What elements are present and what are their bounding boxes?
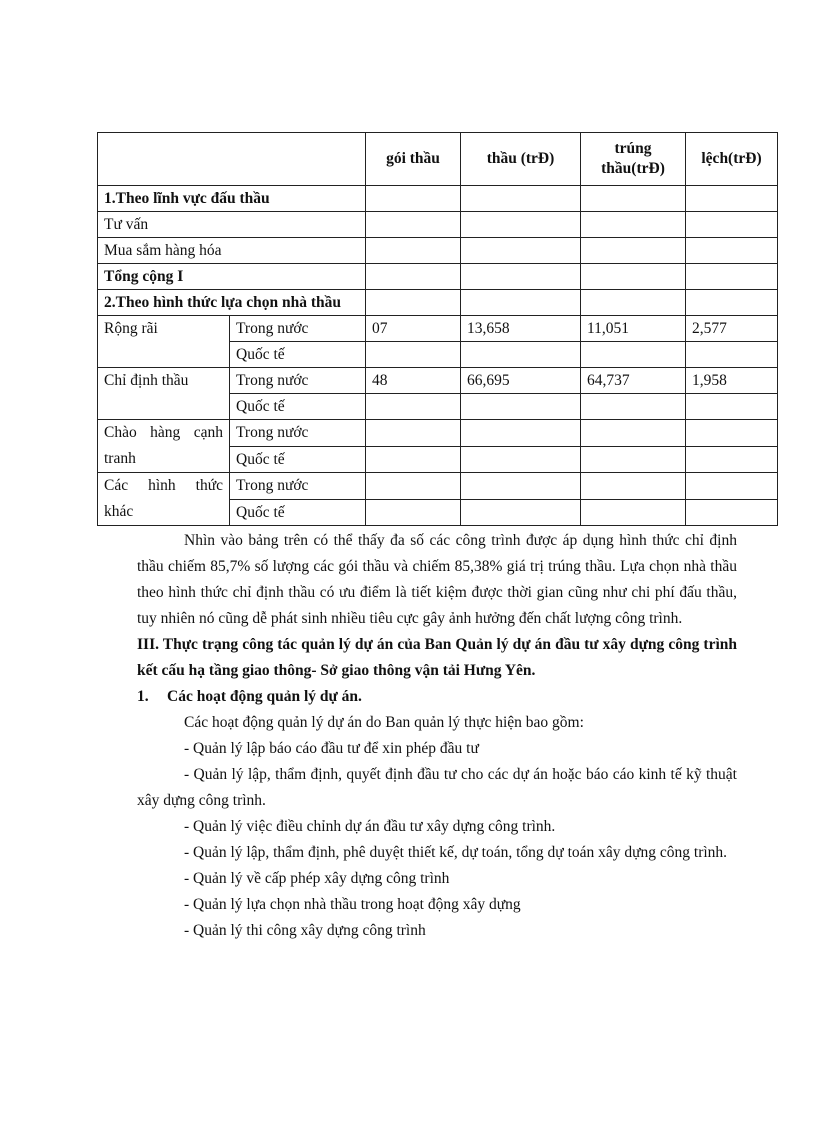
sub-label: Trong nước — [230, 473, 366, 500]
row-label: Tư vấn — [98, 212, 366, 238]
section-title: 2.Theo hình thức lựa chọn nhà thầu — [98, 290, 366, 316]
table-header-row — [98, 133, 778, 186]
list-item: - Quản lý lựa chọn nhà thầu trong hoạt động xây dựng — [184, 896, 521, 913]
bidding-summary-table — [97, 132, 778, 526]
table-row — [98, 186, 778, 212]
analysis-paragraph: Nhìn vào bảng trên có thể thấy đa số các công trình được áp dụng hình thức chỉ định thầu chiếm 85,7% số lượng các gói thầu và chiếm 85,38% giá trị trúng thầu. Lựa chọn nhà thầu theo hình thức chỉ định thầu có ưu điểm là tiết kiệm được thời gian cũng như chi phí đấu thầu, tuy nhiên nó cũng dễ phát sinh nhiều tiêu cực gây ảnh hưởng đến chất lượng công trình. — [137, 532, 737, 627]
header-cell-difference: lệch(trĐ) — [686, 133, 778, 186]
cell-packages: 48 — [366, 368, 461, 394]
list-item: - Quản lý lập, thẩm định, quyết định đầu tư cho các dự án hoặc báo cáo kinh tế kỹ thuật xây dựng công trình. — [137, 766, 737, 809]
cell-bid-value: 66,695 — [461, 368, 581, 394]
table-row — [98, 212, 778, 238]
list-item: - Quản lý lập, thẩm định, phê duyệt thiết kế, dự toán, tổng dự toán xây dựng công trình. — [184, 844, 728, 861]
table-row — [98, 290, 778, 316]
sub-label: Quốc tế — [230, 446, 366, 473]
cell-winning-value: 11,051 — [581, 316, 686, 342]
cell-packages: 07 — [366, 316, 461, 342]
group-label-line1: Chào hàng cạnh — [104, 424, 223, 441]
section-heading-iii: III. Thực trạng công tác quản lý dự án của Ban Quản lý dự án đầu tư xây dựng công trình kết cấu hạ tầng giao thông- Sở giao thông vận tải Hưng Yên. — [137, 636, 737, 679]
subsection-title: Các hoạt động quản lý dự án. — [167, 688, 362, 705]
group-label — [98, 473, 230, 526]
sub-label: Quốc tế — [230, 342, 366, 368]
subsection-number: 1. — [137, 688, 149, 705]
group-label: Rộng rãi — [98, 316, 230, 368]
cell-bid-value: 13,658 — [461, 316, 581, 342]
header-cell-bid-value: thầu (trĐ) — [461, 133, 581, 186]
list-item: - Quản lý về cấp phép xây dựng công trình — [184, 870, 450, 887]
group-label — [98, 420, 230, 473]
table-row — [98, 368, 778, 394]
cell-winning-value: 64,737 — [581, 368, 686, 394]
group-label: Chỉ định thầu — [98, 368, 230, 420]
header-cell-winning-value: trúng thầu(trĐ) — [581, 133, 686, 186]
group-label-line2: khác — [104, 503, 134, 520]
list-item: - Quản lý lập báo cáo đầu tư để xin phép đầu tư — [184, 740, 479, 757]
sub-label: Trong nước — [230, 368, 366, 394]
subsection-heading-1 — [137, 684, 737, 710]
table-row — [98, 316, 778, 342]
table-row — [98, 238, 778, 264]
intro-line: Các hoạt động quản lý dự án do Ban quản lý thực hiện bao gồm: — [184, 714, 584, 731]
row-label: Mua sắm hàng hóa — [98, 238, 366, 264]
sub-label: Trong nước — [230, 420, 366, 447]
table-row — [98, 420, 778, 447]
group-label-line2: tranh — [104, 450, 136, 467]
cell-difference: 1,958 — [686, 368, 778, 394]
row-label-total: Tổng cộng I — [98, 264, 366, 290]
list-item: - Quản lý thi công xây dựng công trình — [184, 922, 426, 939]
table-row — [98, 264, 778, 290]
table-row — [98, 473, 778, 500]
sub-label: Quốc tế — [230, 499, 366, 526]
header-cell-blank — [98, 133, 366, 186]
sub-label: Quốc tế — [230, 394, 366, 420]
body-text — [137, 528, 737, 944]
sub-label: Trong nước — [230, 316, 366, 342]
cell-difference: 2,577 — [686, 316, 778, 342]
header-cell-packages: gói thầu — [366, 133, 461, 186]
group-label-line1: Các hình thức — [104, 477, 223, 494]
list-item: - Quản lý việc điều chỉnh dự án đầu tư xây dựng công trình. — [184, 818, 556, 835]
section-title: 1.Theo lĩnh vực đấu thầu — [98, 186, 366, 212]
